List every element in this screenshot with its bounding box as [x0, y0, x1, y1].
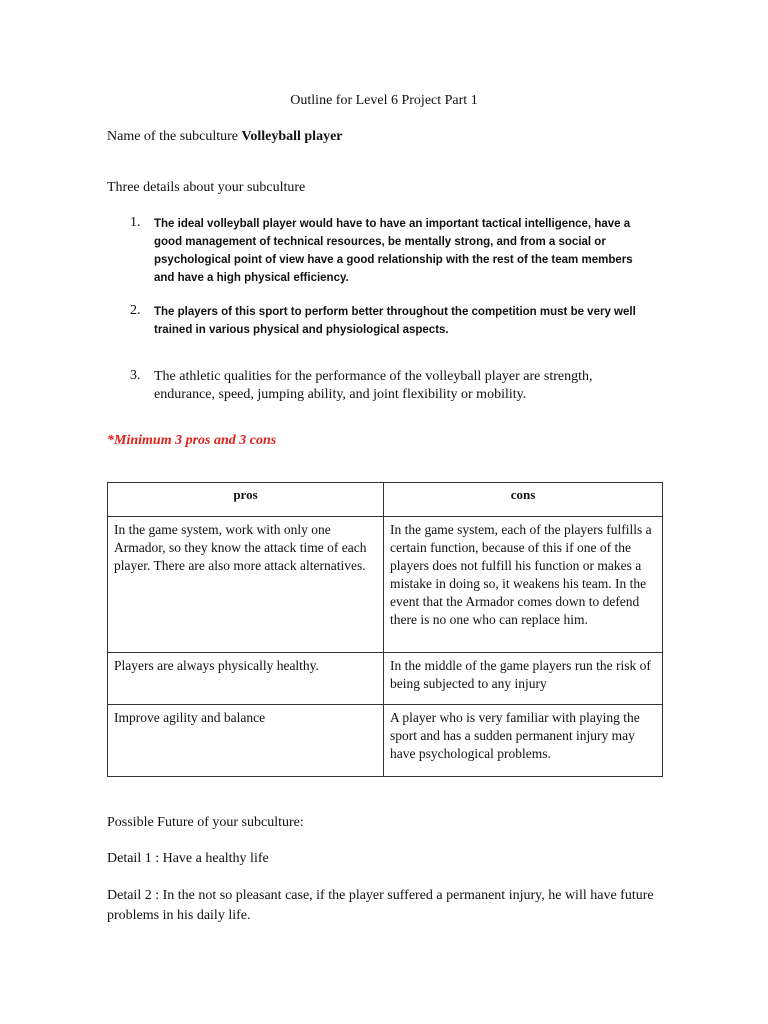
detail-text: The ideal volleyball player would have to have an important tactical intelligence, have a good management of technical resources, be mentally strong, and from a social or psychological point of view have a good relationship with the rest of the team members and have a high physical efficiency.	[154, 218, 633, 284]
table-row	[108, 517, 663, 653]
cons-header: cons	[384, 483, 663, 517]
detail-text: The athletic qualities for the performance of the volleyball player are strength, endurance, speed, jumping ability, and joint flexibility or mobility.	[154, 369, 593, 402]
future-heading: Possible Future of your subculture:	[107, 815, 304, 830]
requirement-note: *Minimum 3 pros and 3 cons	[107, 433, 277, 448]
table-row	[108, 705, 663, 777]
pros-cell: Improve agility and balance	[108, 705, 384, 777]
cons-cell: A player who is very familiar with playing the sport and has a sudden permanent injury may have psychological problems.	[384, 705, 663, 777]
detail-number: 2.	[130, 303, 141, 318]
pros-cons-table	[107, 482, 663, 777]
pros-cell: Players are always physically healthy.	[108, 653, 384, 705]
future-detail-2: Detail 2 : In the not so pleasant case, if the player suffered a permanent injury, he will have future problems in his daily life.	[107, 888, 654, 923]
detail-number: 3.	[130, 368, 141, 383]
pros-cell: In the game system, work with only one Armador, so they know the attack time of each player. There are also more attack alternatives.	[108, 517, 384, 653]
document-title: Outline for Level 6 Project Part 1	[290, 93, 478, 108]
table-header-row	[108, 483, 663, 517]
table-row	[108, 653, 663, 705]
cons-cell: In the game system, each of the players fulfills a certain function, because of this if one of the players does not fulfill his function or makes a mistake in doing so, it weakens his team. In the event that the Armador comes down to defend there is no one who can replace him.	[384, 517, 663, 653]
detail-text: The players of this sport to perform better throughout the competition must be very well trained in various physical and physiological aspects.	[154, 306, 636, 336]
subculture-line	[107, 129, 343, 145]
details-heading: Three details about your subculture	[107, 180, 306, 195]
pros-header: pros	[108, 483, 384, 517]
cons-cell: In the middle of the game players run the risk of being subjected to any injury	[384, 653, 663, 705]
detail-number: 1.	[130, 215, 141, 230]
future-detail-1: Detail 1 : Have a healthy life	[107, 851, 269, 866]
subculture-value: Volleyball player	[241, 129, 343, 144]
subculture-label: Name of the subculture	[107, 129, 242, 144]
